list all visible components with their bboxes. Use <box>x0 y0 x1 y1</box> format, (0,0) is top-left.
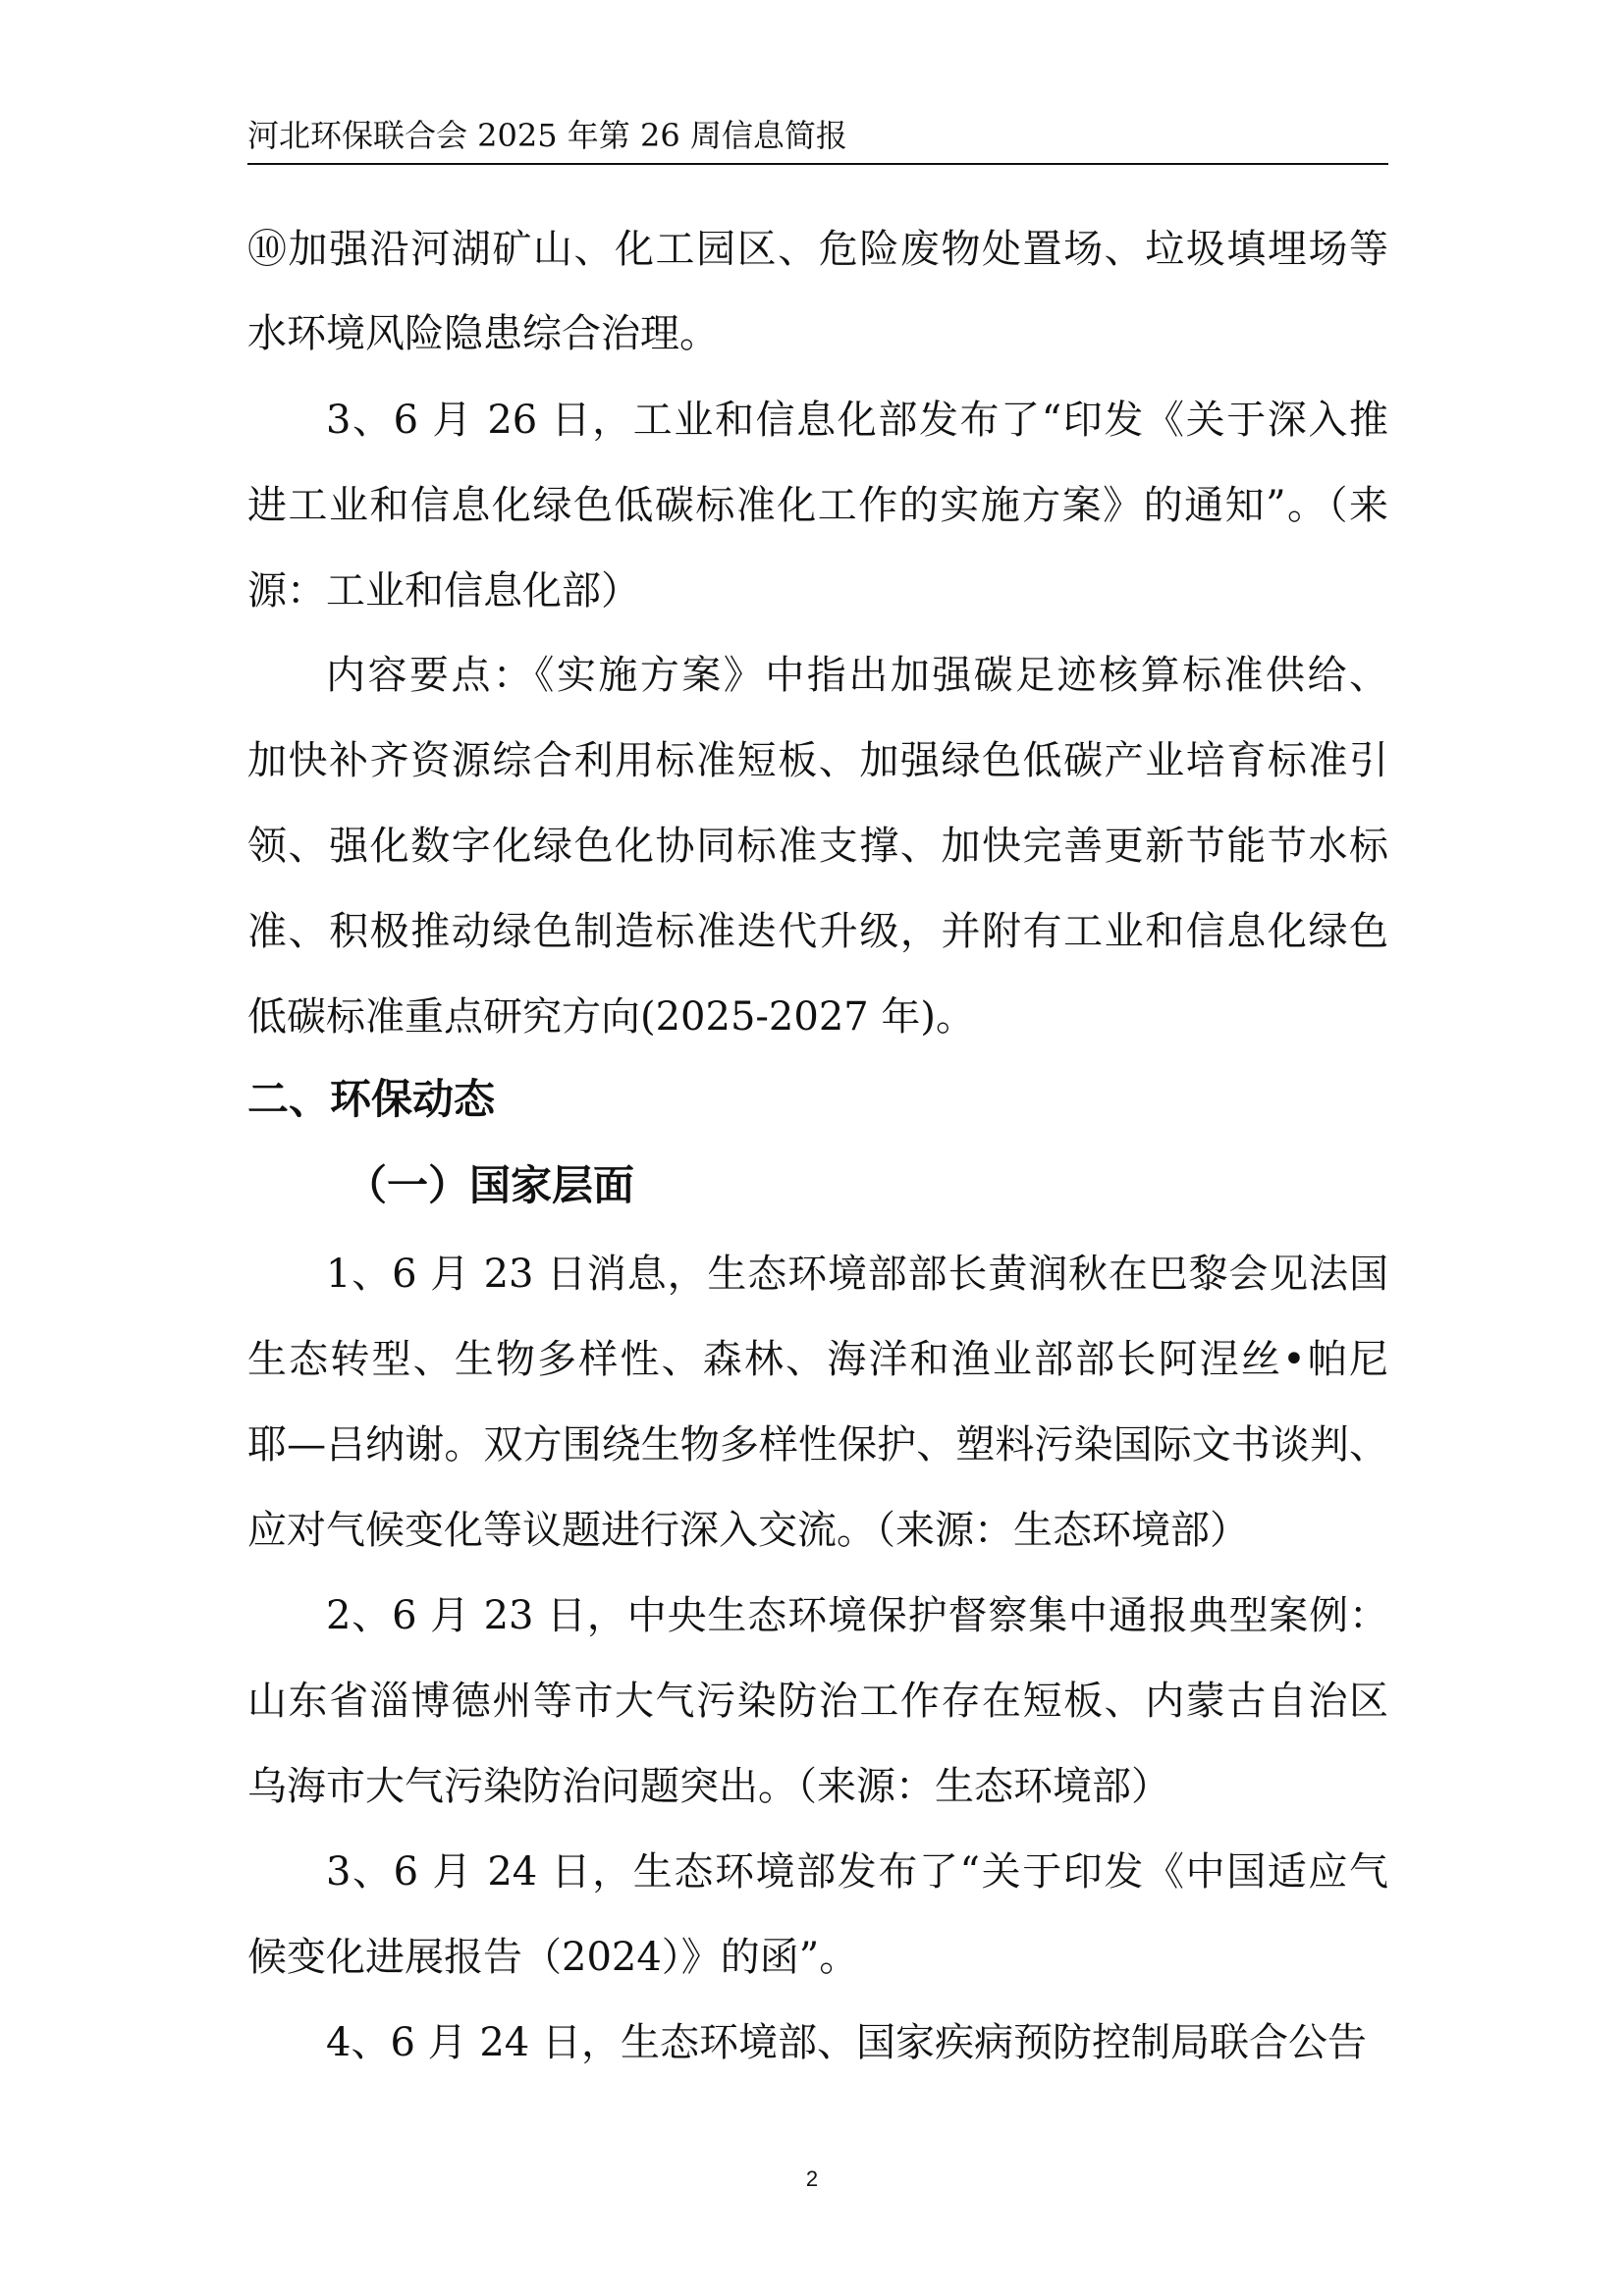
paragraph-line: 乌海市大气污染防治问题突出。（来源：生态环境部） <box>247 1764 1170 1809</box>
paragraph-line: 领、强化数字化绿色化协同标准支撑、加快完善更新节能节水标 <box>247 824 1388 869</box>
header-title: 河北环保联合会 2025 年第 26 周信息简报 <box>247 117 847 154</box>
paragraph-line: 加快补齐资源综合利用标准短板、加强绿色低碳产业培育标准引 <box>247 738 1388 783</box>
document-header <box>247 116 1388 165</box>
paragraph-line: 4、6 月 24 日，生态环境部、国家疾病预防控制局联合公告 <box>326 2020 1367 2065</box>
paragraph-line: 源：工业和信息化部） <box>247 568 640 614</box>
paragraph-line: 3、6 月 24 日，生态环境部发布了“关于印发《中国适应气 <box>326 1849 1388 1895</box>
paragraph-line: 2、6 月 23 日，中央生态环境保护督察集中通报典型案例： <box>326 1593 1388 1638</box>
paragraph-line: 应对气候变化等议题进行深入交流。（来源：生态环境部） <box>247 1508 1249 1553</box>
paragraph-line: 低碳标准重点研究方向(2025-2027 年)。 <box>247 994 976 1040</box>
paragraph-line: ⑩加强沿河湖矿山、化工园区、危险废物处置场、垃圾填埋场等 <box>247 227 1388 272</box>
paragraph-line: 山东省淄博德州等市大气污染防治工作存在短板、内蒙古自治区 <box>247 1679 1388 1724</box>
paragraph-line: 进工业和信息化绿色低碳标准化工作的实施方案》的通知”。（来 <box>247 483 1388 528</box>
subsection-heading: （一）国家层面 <box>346 1161 635 1209</box>
paragraph-line: 1、6 月 23 日消息，生态环境部部长黄润秋在巴黎会见法国 <box>326 1252 1388 1297</box>
section-heading: 二、环保动态 <box>247 1075 496 1123</box>
paragraph-line: 水环境风险隐患综合治理。 <box>247 311 719 356</box>
paragraph-line: 3、6 月 26 日，工业和信息化部发布了“印发《关于深入推 <box>326 398 1388 443</box>
paragraph-line: 候变化进展报告（2024）》的函”。 <box>247 1935 859 1980</box>
paragraph-line: 耶—吕纳谢。双方围绕生物多样性保护、塑料污染国际文书谈判、 <box>247 1422 1388 1468</box>
paragraph-line: 准、积极推动绿色制造标准迭代升级，并附有工业和信息化绿色 <box>247 909 1388 954</box>
paragraph-line: 内容要点：《实施方案》中指出加强碳足迹核算标准供给、 <box>326 653 1388 698</box>
paragraph-line: 生态转型、生物多样性、森林、海洋和渔业部部长阿涅丝•帕尼 <box>247 1337 1388 1382</box>
page-number: 2 <box>805 2166 819 2191</box>
